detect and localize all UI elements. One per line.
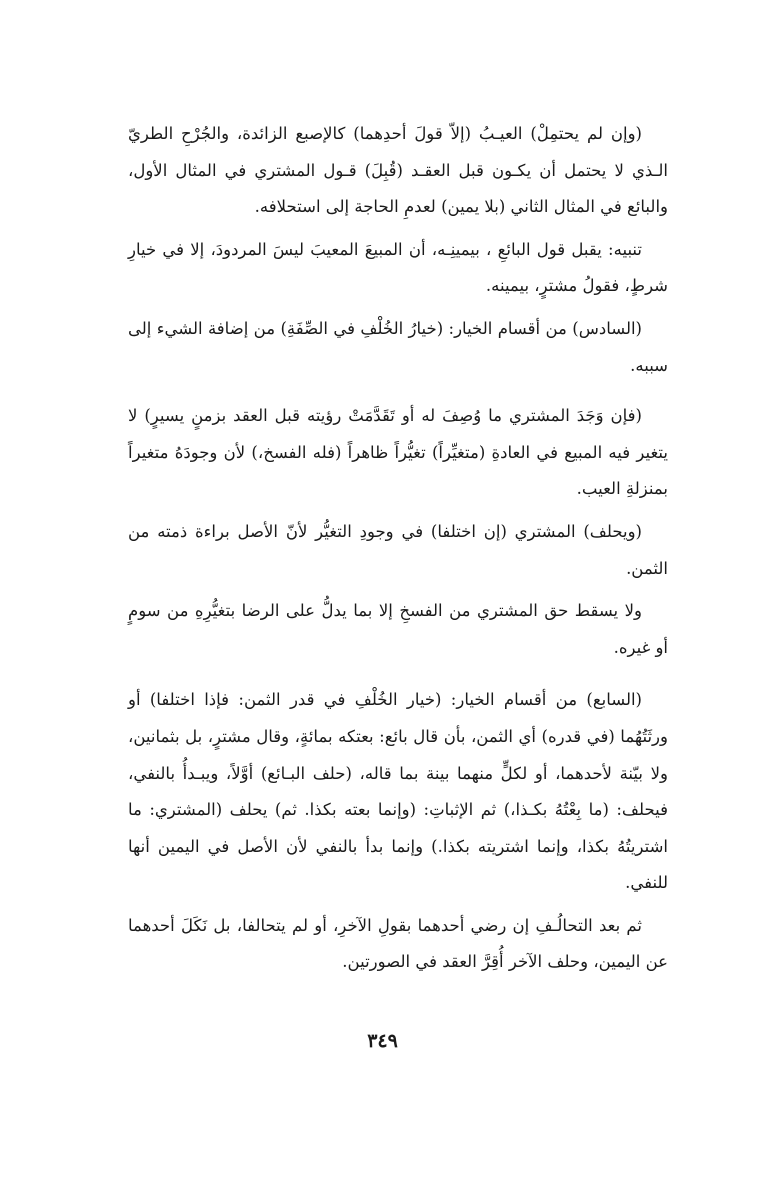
- page-number: ٣٤٩: [367, 1030, 398, 1052]
- paragraph-after-oaths: ثم بعد التحالُـفِ إن رضي أحدهما بقولِ الآخرِ، أو لم يتحالفا، بل نَكَلَ أحدهما عن اليمين، وحلف الآخر أُقِرَّ العقد في الصورتين.: [128, 915, 668, 972]
- paragraph-changed-item: (فإن وَجَدَ المشتري ما وُصِفَ له أو تَقَدَّمَتْ رؤيته قبل العقد بزمنٍ يسيرٍ) لا يتغير فيه المبيع في العادةِ (متغيِّراً) تغيُّراً ظاهراً (فله الفسخ،) لأن وجودَهُ متغيراً بمنزلةِ العيب.: [128, 406, 668, 499]
- page-body: [128, 116, 668, 981]
- paragraph-note: تنبيه: يقبل قول البائعِ ، بيمينِـه، أن المبيعَ المعيبَ ليسَ المردودَ، إلا في خيارِ شرطٍ، فقولُ مشترٍ، بيمينه.: [128, 239, 668, 296]
- paragraph-defect-claim: (وإن لم يحتمِلْ) العيـبُ (إلاّ قولَ أحدِهما) كالإصبع الزائدة، والجُرْحِ الطريّ الـذي لا يحتمل أن يكـون قبل العقـد (قُبِلَ) قـول المشتري في المثال الأول، والبائع في المثال الثاني (بلا يمين) لعدمِ الحاجة إلى استحلافه.: [128, 124, 668, 217]
- paragraph-sixth-option: (السادس) من أقسام الخيار: (خيارُ الخُلْفِ في الصِّفَةِ) من إضافة الشيء إلى سببه.: [128, 318, 668, 375]
- paragraph-oath-dispute: (ويحلف) المشتري (إن اختلفا) في وجودِ التغيُّر لأنّ الأصل براءة ذمته من الثمن.: [128, 521, 668, 578]
- paragraph-seventh-option: (السابع) من أقسام الخيار: (خيار الخُلْفِ في قدر الثمن: فإذا اختلفا) أو ورثَتُهُما (في قدره) أي الثمن، بأن قال بائع: بعتكه بمائةٍ، وقال مشترٍ، بل بثمانين، ولا بيّنة لأحدهما، أو لكلٍّ منهما بينة بما قاله، (حلف البـائع) أوَّلاً، ويبـدأُ بالنفي، فيحلف: (ما بِعْتُهُ بكـذا،) ثم الإثباتِ: (وإنما بعته بكذا. ثم) يحلف (المشتري: ما اشتريتُهُ بكذا، وإنما اشتريته بكذا.) وإنما بدأ بالنفي لأن الأصل في اليمين أنها للنفي.: [128, 690, 668, 893]
- paragraph-right-lapse: ولا يسقط حق المشتري من الفسخِ إلا بما يدلُّ على الرضا بتغيُّرِهِ من سومٍ أو غيره.: [128, 601, 668, 657]
